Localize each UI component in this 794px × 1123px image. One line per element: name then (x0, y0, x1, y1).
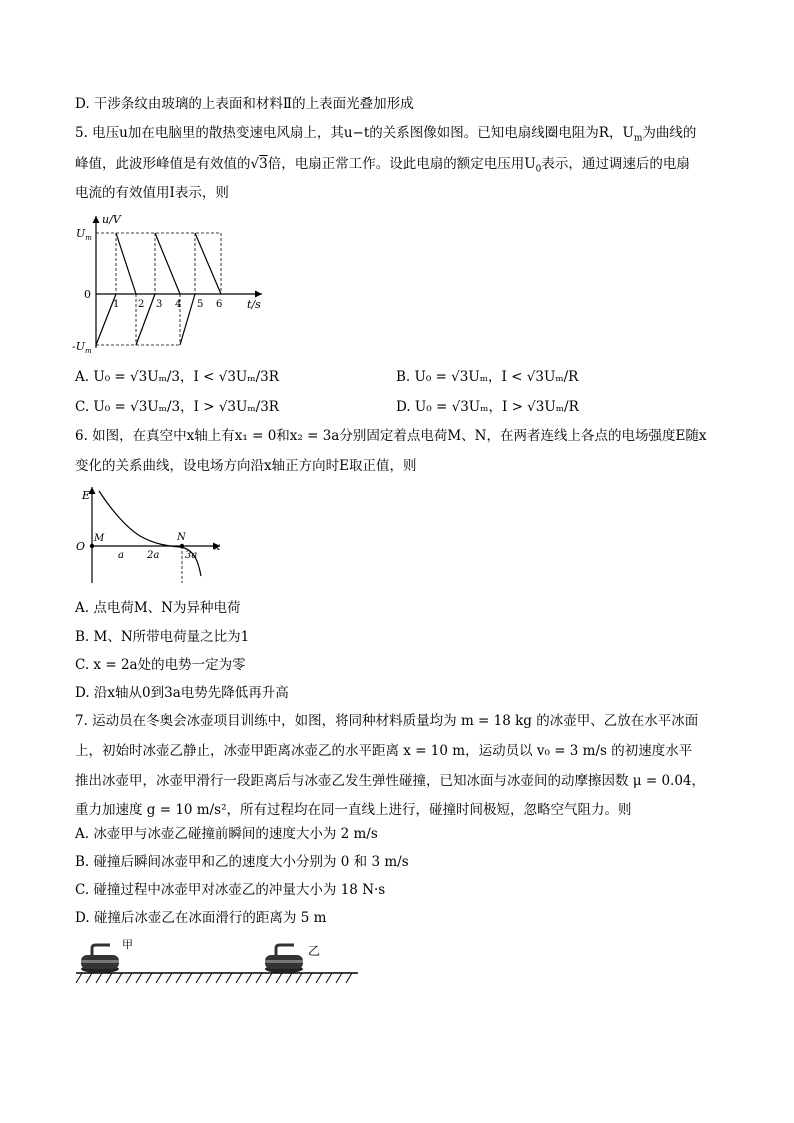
q5-option-c: C. U₀ = √3Uₘ/3，I > √3Uₘ/3R (75, 399, 279, 415)
q6-x-axis-label: x (214, 540, 221, 553)
q6-ex-graph (72, 483, 232, 588)
q5-tick-3: 3 (156, 299, 163, 310)
q5-neg-um-sub: m (85, 347, 92, 355)
q5-stem-2-sqrt: 3 (259, 156, 268, 172)
q6-tick-2a: 2a (147, 550, 160, 561)
q5-y-axis-label: u/V (102, 213, 121, 226)
q5-stem-line-1 (75, 124, 696, 148)
q5-stem-2b: 倍，电扇正常工作。设此电扇的额定电压用U (267, 156, 536, 172)
q5-waveform (96, 233, 221, 345)
curling-stone-yi-icon (265, 945, 303, 973)
q6-stem-line-2: 变化的关系曲线，设电场方向沿x轴正方向时E取正值，则 (75, 458, 417, 474)
q7-ground-hatching (76, 973, 352, 983)
q5-tick-5: 5 (197, 299, 204, 310)
q5-tick-6: 6 (216, 299, 223, 310)
q5-um-main: U (76, 227, 86, 240)
q5-um-label (76, 227, 92, 242)
q6-option-b: B. M、N所带电荷量之比为1 (75, 629, 250, 645)
q5-tick-4: 4 (175, 299, 182, 310)
q7-label-jia: 甲 (122, 938, 133, 951)
q6-m-label: M (94, 533, 105, 544)
q5-tick-1: 1 (113, 299, 120, 310)
q5-option-a: A. U₀ = √3Uₘ/3，I < √3Uₘ/3R (75, 369, 279, 385)
q7-curling-figure (72, 933, 362, 988)
q5-ut-graph (70, 210, 270, 358)
sqrt-icon: √ (250, 156, 260, 172)
q7-option-d: D. 碰撞后冰壶乙在冰面滑行的距离为 5 m (75, 910, 327, 926)
curling-stone-jia-icon (81, 945, 119, 973)
q4-option-d: D. 干涉条纹由玻璃的上表面和材料Ⅱ的上表面光叠加形成 (75, 96, 414, 112)
q6-option-c: C. x = 2a处的电势一定为零 (75, 657, 246, 673)
q6-option-d: D. 沿x轴从0到3a电势先降低再升高 (75, 685, 289, 701)
q7-stem-line-2: 上，初始时冰壶乙静止，冰壶甲距离冰壶乙的水平距离 x = 10 m，运动员以 v₀ = 3 m/s 的初速度水平 (75, 743, 693, 759)
q7-option-c: C. 碰撞过程中冰壶甲对冰壶乙的冲量大小为 18 N·s (75, 882, 386, 898)
q7-label-yi: 乙 (308, 944, 321, 958)
q5-stem-2c: 表示，通过调速后的电扇 (541, 156, 690, 172)
q6-y-axis-label: E (82, 489, 91, 502)
q5-option-d: D. U₀ = √3Uₘ，I > √3Uₘ/R (396, 399, 579, 415)
q5-stem-1-text: 5. 电压u加在电脑里的散热变速电风扇上，其u−t的关系图像如图。已知电扇线圈电阻为R，U (75, 125, 634, 141)
q7-stem-line-3: 推出冰壶甲，冰壶甲滑行一段距离后与冰壶乙发生弹性碰撞，已知冰面与冰壶间的动摩擦因数 μ = 0.04， (75, 773, 706, 789)
q5-origin-label: 0 (84, 288, 91, 301)
q5-stem-line-2 (75, 155, 690, 179)
q5-stem-1-sub: m (633, 133, 643, 144)
q7-option-a: A. 冰壶甲与冰壶乙碰撞前瞬间的速度大小为 2 m/s (75, 826, 378, 842)
q5-stem-1-end: 为曲线的 (642, 125, 697, 141)
q5-option-b: B. U₀ = √3Uₘ，I < √3Uₘ/R (396, 369, 579, 385)
q6-tick-a: a (118, 550, 124, 561)
q6-stem-line-1: 6. 如图，在真空中x轴上有x₁ = 0和x₂ = 3a分别固定着点电荷M、N，在两者连线上各点的电场强度E随x (75, 428, 707, 444)
q5-neg-um-main: -U (72, 340, 85, 353)
q7-stem-line-4: 重力加速度 g = 10 m/s²，所有过程均在同一直线上进行，碰撞时间极短，忽略空气阻力。则 (75, 802, 632, 818)
q5-tick-2: 2 (138, 299, 145, 310)
q7-option-b: B. 碰撞后瞬间冰壶甲和乙的速度大小分别为 0 和 3 m/s (75, 854, 409, 870)
q5-stem-2-sub: 0 (535, 164, 542, 175)
q5-neg-um-label (72, 340, 92, 355)
q5-x-axis-label: t/s (247, 298, 261, 311)
q5-stem-2a: 峰值，此波形峰值是有效值的 (75, 156, 251, 172)
q5-stem-line-3: 电流的有效值用I表示，则 (75, 185, 229, 201)
q7-stem-line-1: 7. 运动员在冬奥会冰壶项目训练中，如图，将同种材料质量均为 m = 18 kg 的冰壶甲、乙放在水平冰面 (75, 713, 699, 729)
q6-n-label: N (177, 532, 186, 543)
q6-origin-label: O (76, 540, 86, 553)
q6-tick-3a: 3a (185, 550, 198, 561)
q6-option-a: A. 点电荷M、N为异种电荷 (75, 600, 241, 616)
q5-um-sub: m (85, 234, 92, 242)
